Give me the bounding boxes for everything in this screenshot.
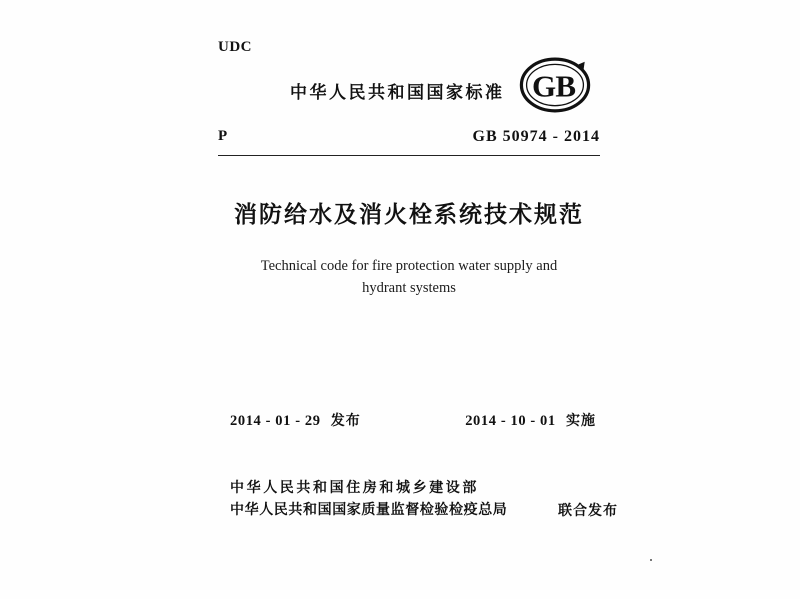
document-title-en-line1: Technical code for fire protection water supply and <box>260 258 558 274</box>
effective-date: 2014 - 10 - 01 <box>465 413 556 429</box>
effective-date-label: 实施 <box>566 413 596 429</box>
udc-label: UDC <box>218 39 252 55</box>
cover-header <box>218 38 600 156</box>
gb-logo-icon <box>516 54 594 116</box>
publisher-line-2: 中华人民共和国国家质量监督检验检疫总局 <box>230 501 508 518</box>
svg-text:GB: GB <box>531 68 576 104</box>
document-title-cn: 消防给水及消火栓系统技术规范 <box>234 202 584 228</box>
effective-date-group <box>465 410 596 430</box>
title-block <box>200 196 618 300</box>
document-title-en <box>200 255 618 300</box>
issue-date-label: 发布 <box>330 413 361 429</box>
classification-label: P <box>218 128 228 144</box>
publisher-block <box>218 478 618 532</box>
national-standard-title: 中华人民共和国国家标准 <box>290 83 505 103</box>
document-title-en-line2: hydrant systems <box>362 280 456 297</box>
issue-date: 2014 - 01 - 29 <box>230 413 321 429</box>
publisher-line-1: 中华人民共和国住房和城乡建设部 <box>230 480 479 496</box>
header-divider <box>218 155 600 156</box>
standard-number: GB 50974 - 2014 <box>472 128 600 145</box>
standard-code-row <box>218 128 600 156</box>
page-artifact-dot <box>650 559 652 561</box>
publisher-names <box>230 478 507 521</box>
joint-issue-label: 联合发布 <box>558 503 618 519</box>
national-standard-row <box>218 70 600 116</box>
issue-date-group <box>230 410 361 430</box>
